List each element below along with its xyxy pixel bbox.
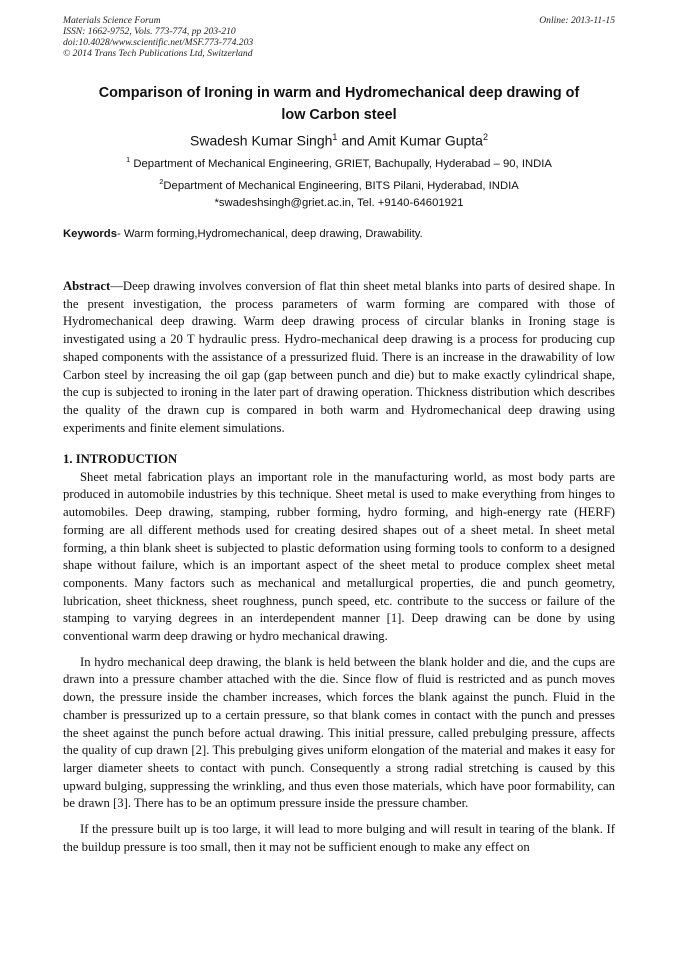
affiliation-1 (40, 151, 638, 173)
author-2: Amit Kumar Gupta (367, 132, 483, 149)
affiliation-1-text: Department of Mechanical Engineering, GRIET, Bachupally, Hyderabad – 90, INDIA (130, 157, 552, 170)
introduction-section (63, 451, 615, 864)
title-line-1: Comparison of Ironing in warm and Hydromechanical deep drawing of (98, 85, 580, 101)
affiliation-2 (40, 173, 638, 195)
affiliation-2-text: Department of Mechanical Engineering, BITS Pilani, Hyderabad, INDIA (163, 179, 519, 192)
issn-line: ISSN: 1662-9752, Vols. 773-774, pp 203-210 (63, 26, 236, 37)
keywords-text: - Warm forming,Hydromechanical, deep drawing, Drawability. (117, 228, 423, 240)
affiliation-2-mark: 2 (159, 176, 164, 186)
affiliation-1-mark: 1 (126, 155, 131, 164)
author-1-mark: 1 (332, 132, 338, 142)
online-date: Online: 2013-11-15 (539, 15, 615, 26)
author-conjunction: and (337, 132, 368, 149)
journal-header (63, 15, 615, 59)
intro-paragraph-2: In hydro mechanical deep drawing, the blank is held between the blank holder and die, and the cups are drawn into a pressure chamber attached with the die. Since flow of fluid is restricted and as punch moves down, the pressure inside the chamber increases, which forces the blank against the punch. Fluid in the chamber is pressurized up to a certain pressure, so that blank comes in contact with the punch and presses the sheet against the punch before actual drawing. This initial pressure, called prebulging pressure, affects the quality of cup drawn [2]. This prebulging gives uniform elongation of the material and makes it easy for larger diameter sheets to contact with punch. Consequently a strong radial stretching is caused by this upward bulging, suppressing the wrinkling, and thus even those materials, which have poor formability, can be drawn [3]. There has to be an optimum pressure inside the pressure chamber. (63, 654, 615, 811)
title-line-2: low Carbon steel (281, 107, 397, 123)
keywords (63, 226, 615, 242)
section-heading: 1. INTRODUCTION (63, 452, 178, 466)
abstract-text: —Deep drawing involves conversion of flat thin sheet metal blanks into parts of desired shape. In the present investigation, the process parameters of warm forming are compared with those of Hydromechanical deep drawing. Warm deep drawing process of circular blanks in Ironing stage is investigated using a 20 T hydraulic press. Hydro-mechanical deep drawing is a process for producing cup shaped components with the assistance of a pressurized fluid. There is an increase in the drawability of low Carbon steel by increasing the oil gap (gap between punch and die) but to make exactly cylindrical shape, the cup is subjected to ironing in the later part of drawing operation. Thickness distribution which describes the quality of the drawn cup is compared in both warm and Hydromechanical deep drawing using experiments and finite element simulations. (63, 279, 615, 435)
journal-name: Materials Science Forum (63, 15, 161, 26)
abstract (63, 278, 615, 437)
intro-paragraph-3: If the pressure built up is too large, it will lead to more bulging and will result in tearing of the blank. If the buildup pressure is too small, then it may not be sufficient enough to make any effect on (63, 822, 615, 854)
author-list (40, 127, 638, 151)
abstract-label: Abstract (63, 279, 111, 293)
paper-title (40, 82, 638, 126)
author-1: Swadesh Kumar Singh (190, 132, 333, 149)
contact-line: *swadeshsingh@griet.ac.in, Tel. +9140-64601921 (214, 196, 464, 209)
author-2-mark: 2 (482, 132, 488, 142)
intro-paragraph-1: Sheet metal fabrication plays an important role in the manufacturing world, as most body parts are produced in automobile industries by this technique. Sheet metal is used to make everything from hinges to automobiles. Deep drawing, stamping, rubber forming, hydro forming, and high-energy rate (HERF) forming are all different methods used for creating desired shapes out of a sheet metal. In sheet metal forming, a thin blank sheet is subjected to plastic deformation using forming tools to conform to a designed shape without failure, which is an important aspect of the sheet metal to produce complex sheet metal components. Many factors such as mechanical and metallurgical properties, die and punch geometry, lubrication, sheet thickness, sheet roughness, punch speed, etc. contribute to the success or failure of the stamping to varying degrees in an interdependent manner [1]. Deep drawing can be done by using conventional warm deep drawing or hydro mechanical drawing. (63, 469, 615, 644)
copyright-line: © 2014 Trans Tech Publications Ltd, Switzerland (63, 48, 253, 59)
affiliations (40, 151, 638, 212)
keywords-label: Keywords (63, 228, 117, 240)
doi-line: doi:10.4028/www.scientific.net/MSF.773-774.203 (63, 37, 254, 48)
